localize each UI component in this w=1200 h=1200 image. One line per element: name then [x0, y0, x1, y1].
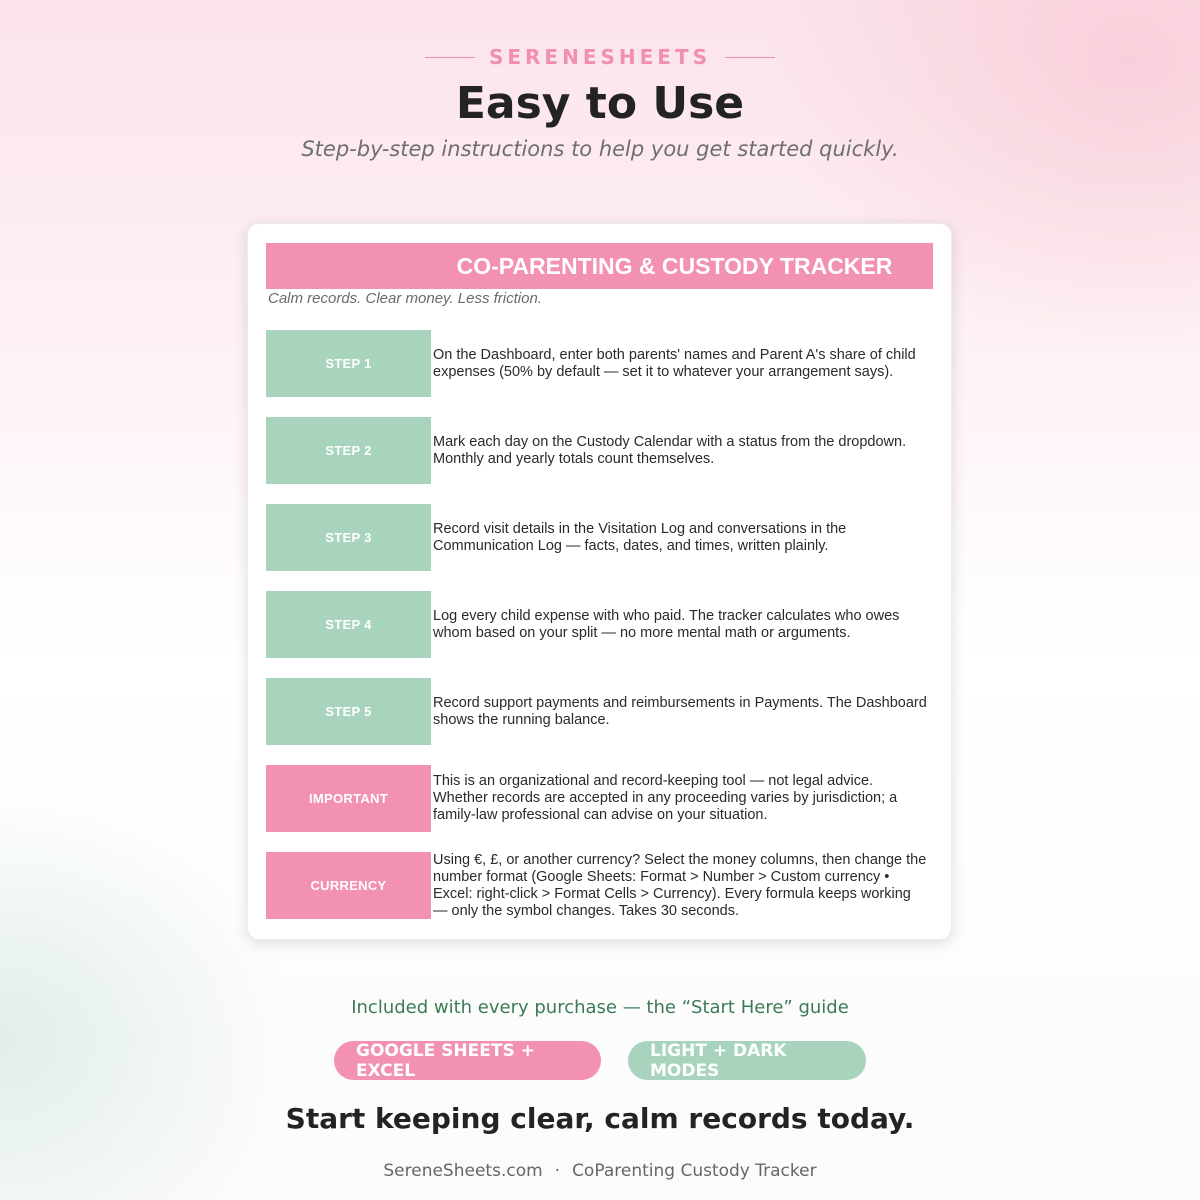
currency-note: Using €, £, or another currency? Select the money columns, then change the number format (Google Sheets: Format > Number > Custom currency • Excel: right-click > Format Cells > Currency). Every formula keeps working — only the symbol changes. Takes 30 seconds.: [433, 851, 927, 919]
brand-divider-left: [425, 57, 475, 58]
step-row-3: [266, 504, 933, 571]
step-row-4: [266, 591, 933, 658]
brand-header: [0, 45, 1200, 69]
currency-label: CURRENCY: [266, 852, 431, 919]
sheet-title: CO-PARENTING & CUSTODY TRACKER: [456, 253, 893, 279]
step-row-currency: [266, 852, 933, 919]
footer-separator: ·: [554, 1161, 561, 1181]
sheet-tagline: Calm records. Clear money. Less friction.: [268, 290, 542, 307]
step-instruction: Mark each day on the Custody Calendar with a status from the dropdown. Monthly and yearly totals count themselves.: [433, 433, 907, 467]
brand-divider-right: [725, 57, 775, 58]
step-instruction: On the Dashboard, enter both parents' names and Parent A's share of child expenses (50% by default — set it to whatever your arrangement says).: [433, 346, 916, 380]
step-row-2: [266, 417, 933, 484]
step-label: STEP 4: [266, 591, 431, 658]
footer: [0, 1161, 1200, 1181]
spreadsheet-preview-card: [247, 223, 952, 940]
brand-name: SERENESHEETS: [488, 45, 712, 69]
step-instruction: Log every child expense with who paid. The tracker calculates who owes whom based on your split — no more mental math or arguments.: [433, 607, 900, 641]
important-label: IMPORTANT: [266, 765, 431, 832]
step-instruction: Record visit details in the Visitation Log and conversations in the Communication Log — facts, dates, and times, written plainly.: [433, 520, 847, 554]
footer-product: CoParenting Custody Tracker: [572, 1161, 817, 1181]
step-label: STEP 2: [266, 417, 431, 484]
step-label: STEP 1: [266, 330, 431, 397]
feature-pill-sheets-excel: GOOGLE SHEETS + EXCEL: [334, 1041, 601, 1080]
page-subhead: Step-by-step instructions to help you get started quickly.: [301, 137, 899, 161]
important-note: This is an organizational and record-keeping tool — not legal advice. Whether records are accepted in any proceeding varies by jurisdiction; a family-law professional can advise on your situation.: [433, 773, 898, 823]
sheet-title-bar: [266, 243, 933, 289]
step-row-1: [266, 330, 933, 397]
included-guide-note: Included with every purchase — the “Start Here” guide: [351, 997, 849, 1018]
page-headline: Easy to Use: [455, 78, 745, 129]
step-row-5: [266, 678, 933, 745]
step-row-important: [266, 765, 933, 832]
step-instruction: Record support payments and reimbursements in Payments. The Dashboard shows the running balance.: [433, 694, 927, 728]
footer-site: SereneSheets.com: [383, 1161, 543, 1181]
feature-pills: [0, 1041, 1200, 1080]
call-to-action: Start keeping clear, calm records today.: [285, 1102, 915, 1135]
feature-pill-modes: LIGHT + DARK MODES: [628, 1041, 866, 1080]
step-label: STEP 5: [266, 678, 431, 745]
step-label: STEP 3: [266, 504, 431, 571]
